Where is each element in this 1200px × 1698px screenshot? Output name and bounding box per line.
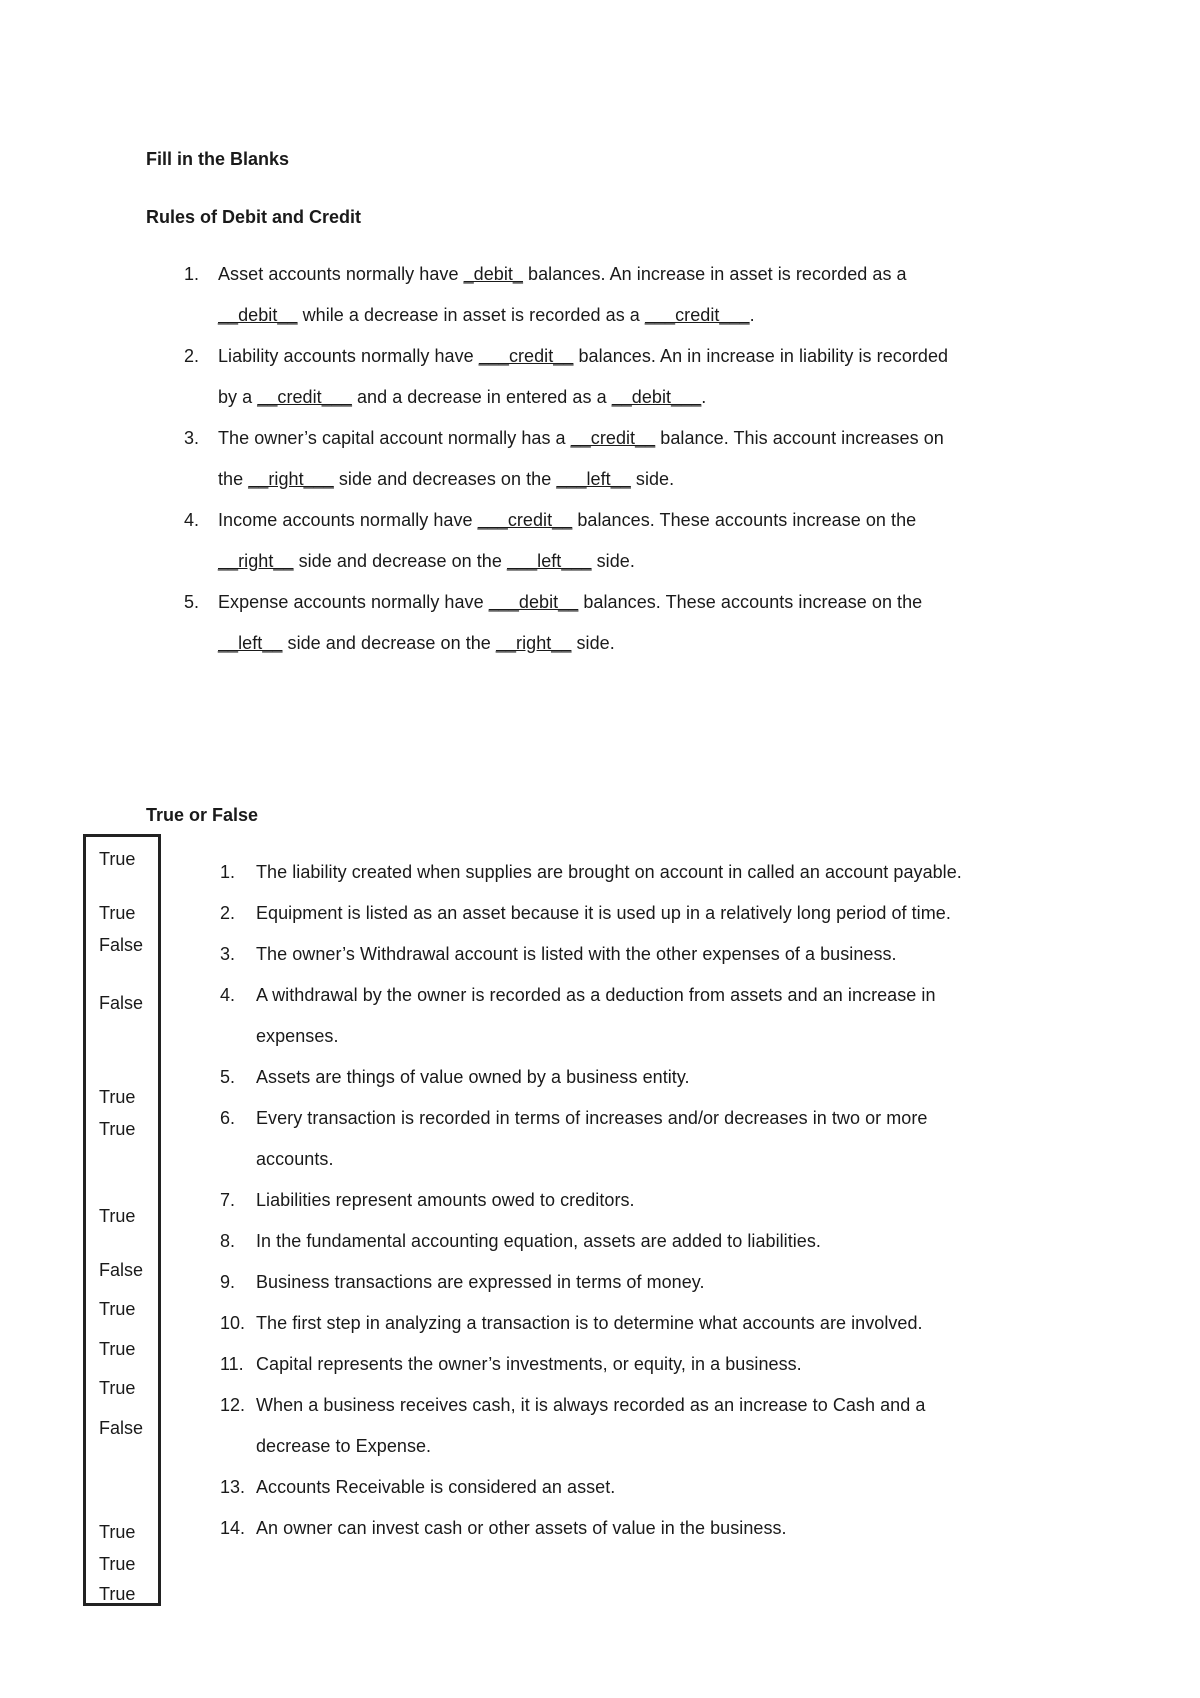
fill-item-number: 5.	[184, 592, 200, 612]
answer-blank: __right___	[248, 469, 334, 489]
fill-item-line: Expense accounts normally have ___debit__ balances. These accounts increase on the	[218, 592, 923, 612]
fill-item-number: 3.	[184, 428, 200, 448]
answer-blank: ___left__	[556, 469, 631, 489]
answer-blank: ___debit__	[488, 592, 579, 612]
answer-blank: ___credit__	[477, 510, 573, 530]
tf-item-text: expenses.	[256, 1026, 339, 1046]
answer-value: True	[99, 1584, 136, 1604]
tf-item-text: Equipment is listed as an asset because it is used up in a relatively long period of time.	[256, 903, 951, 923]
answer-value: True	[99, 1087, 136, 1107]
answer-value: True	[99, 1206, 136, 1226]
section-title-true-false: True or False	[146, 805, 259, 825]
answer-blank: __credit__	[570, 428, 656, 448]
answer-blank: ___left___	[506, 551, 592, 571]
tf-item-text: Business transactions are expressed in terms of money.	[256, 1272, 705, 1292]
tf-item-number: 3.	[220, 944, 236, 964]
fill-item-number: 2.	[184, 346, 200, 366]
tf-item-number: 14.	[220, 1518, 246, 1538]
fill-item-line: Income accounts normally have ___credit__ balances. These accounts increase on the	[218, 510, 917, 530]
answer-blank: __debit___	[611, 387, 702, 407]
fill-item-line: The owner’s capital account normally has a __credit__ balance. This account increases on	[218, 428, 944, 448]
tf-item-number: 4.	[220, 985, 236, 1005]
answer-value: True	[99, 1522, 136, 1542]
tf-item-number: 10.	[220, 1313, 246, 1333]
answer-blank: __credit___	[257, 387, 352, 407]
tf-item-text: decrease to Expense.	[256, 1436, 432, 1456]
tf-item-text: The first step in analyzing a transaction is to determine what accounts are involved.	[256, 1313, 923, 1333]
answer-value: True	[99, 1378, 136, 1398]
answer-blank: ___credit___	[644, 305, 750, 325]
tf-item-text: The owner’s Withdrawal account is listed with the other expenses of a business.	[256, 944, 897, 964]
fill-item-line: by a __credit___ and a decrease in entered as a __debit___.	[218, 387, 707, 407]
tf-item-number: 11.	[220, 1354, 244, 1374]
answer-value: False	[99, 1260, 144, 1280]
page-title: Fill in the Blanks	[146, 149, 290, 169]
answer-value: True	[99, 1299, 136, 1319]
answer-value: False	[99, 993, 144, 1013]
fill-item-number: 1.	[184, 264, 200, 284]
answer-blank: __debit__	[218, 305, 298, 325]
tf-item-text: A withdrawal by the owner is recorded as a deduction from assets and an increase in	[256, 985, 936, 1005]
fill-item-line: the __right___ side and decreases on the ___left__ side.	[218, 469, 675, 489]
answer-blank: __left__	[218, 633, 283, 653]
tf-item-text: Assets are things of value owned by a business entity.	[256, 1067, 690, 1087]
tf-item-number: 9.	[220, 1272, 236, 1292]
fill-item-number: 4.	[184, 510, 200, 530]
tf-item-number: 12.	[220, 1395, 246, 1415]
answer-value: False	[99, 935, 144, 955]
answer-value: True	[99, 1119, 136, 1139]
fill-item-line: __left__ side and decrease on the __right__ side.	[218, 633, 615, 653]
tf-item-text: accounts.	[256, 1149, 334, 1169]
tf-item-number: 1.	[220, 862, 236, 882]
answer-value: False	[99, 1418, 144, 1438]
tf-item-text: Accounts Receivable is considered an asset.	[256, 1477, 616, 1497]
tf-item-text: Capital represents the owner’s investments, or equity, in a business.	[256, 1354, 802, 1374]
tf-item-text: The liability created when supplies are brought on account in called an account payable.	[256, 862, 962, 882]
fill-item-line: Asset accounts normally have _debit_ balances. An increase in asset is recorded as a	[218, 264, 907, 284]
answer-blank: _debit_	[463, 264, 523, 284]
tf-item-text: Every transaction is recorded in terms of increases and/or decreases in two or more	[256, 1108, 928, 1128]
section-title-rules: Rules of Debit and Credit	[146, 207, 362, 227]
answer-blank: __right__	[495, 633, 572, 653]
tf-item-number: 7.	[220, 1190, 236, 1210]
tf-item-text: Liabilities represent amounts owed to creditors.	[256, 1190, 635, 1210]
tf-item-number: 6.	[220, 1108, 236, 1128]
answer-value: True	[99, 1554, 136, 1574]
answer-value: True	[99, 849, 136, 869]
answer-value: True	[99, 1339, 136, 1359]
fill-item-line: Liability accounts normally have ___credit__ balances. An in increase in liability is recorded	[218, 346, 949, 366]
answer-blank: __right__	[218, 551, 294, 571]
tf-item-number: 2.	[220, 903, 236, 923]
tf-item-number: 13.	[220, 1477, 246, 1497]
tf-item-number: 5.	[220, 1067, 236, 1087]
tf-item-text: In the fundamental accounting equation, assets are added to liabilities.	[256, 1231, 821, 1251]
fill-item-line: __debit__ while a decrease in asset is recorded as a ___credit___.	[218, 305, 755, 325]
tf-item-text: An owner can invest cash or other assets of value in the business.	[256, 1518, 787, 1538]
answer-blank: ___credit__	[478, 346, 574, 366]
fill-item-line: __right__ side and decrease on the ___left___ side.	[218, 551, 635, 571]
answer-value: True	[99, 903, 136, 923]
tf-item-text: When a business receives cash, it is always recorded as an increase to Cash and a	[256, 1395, 926, 1415]
tf-item-number: 8.	[220, 1231, 236, 1251]
